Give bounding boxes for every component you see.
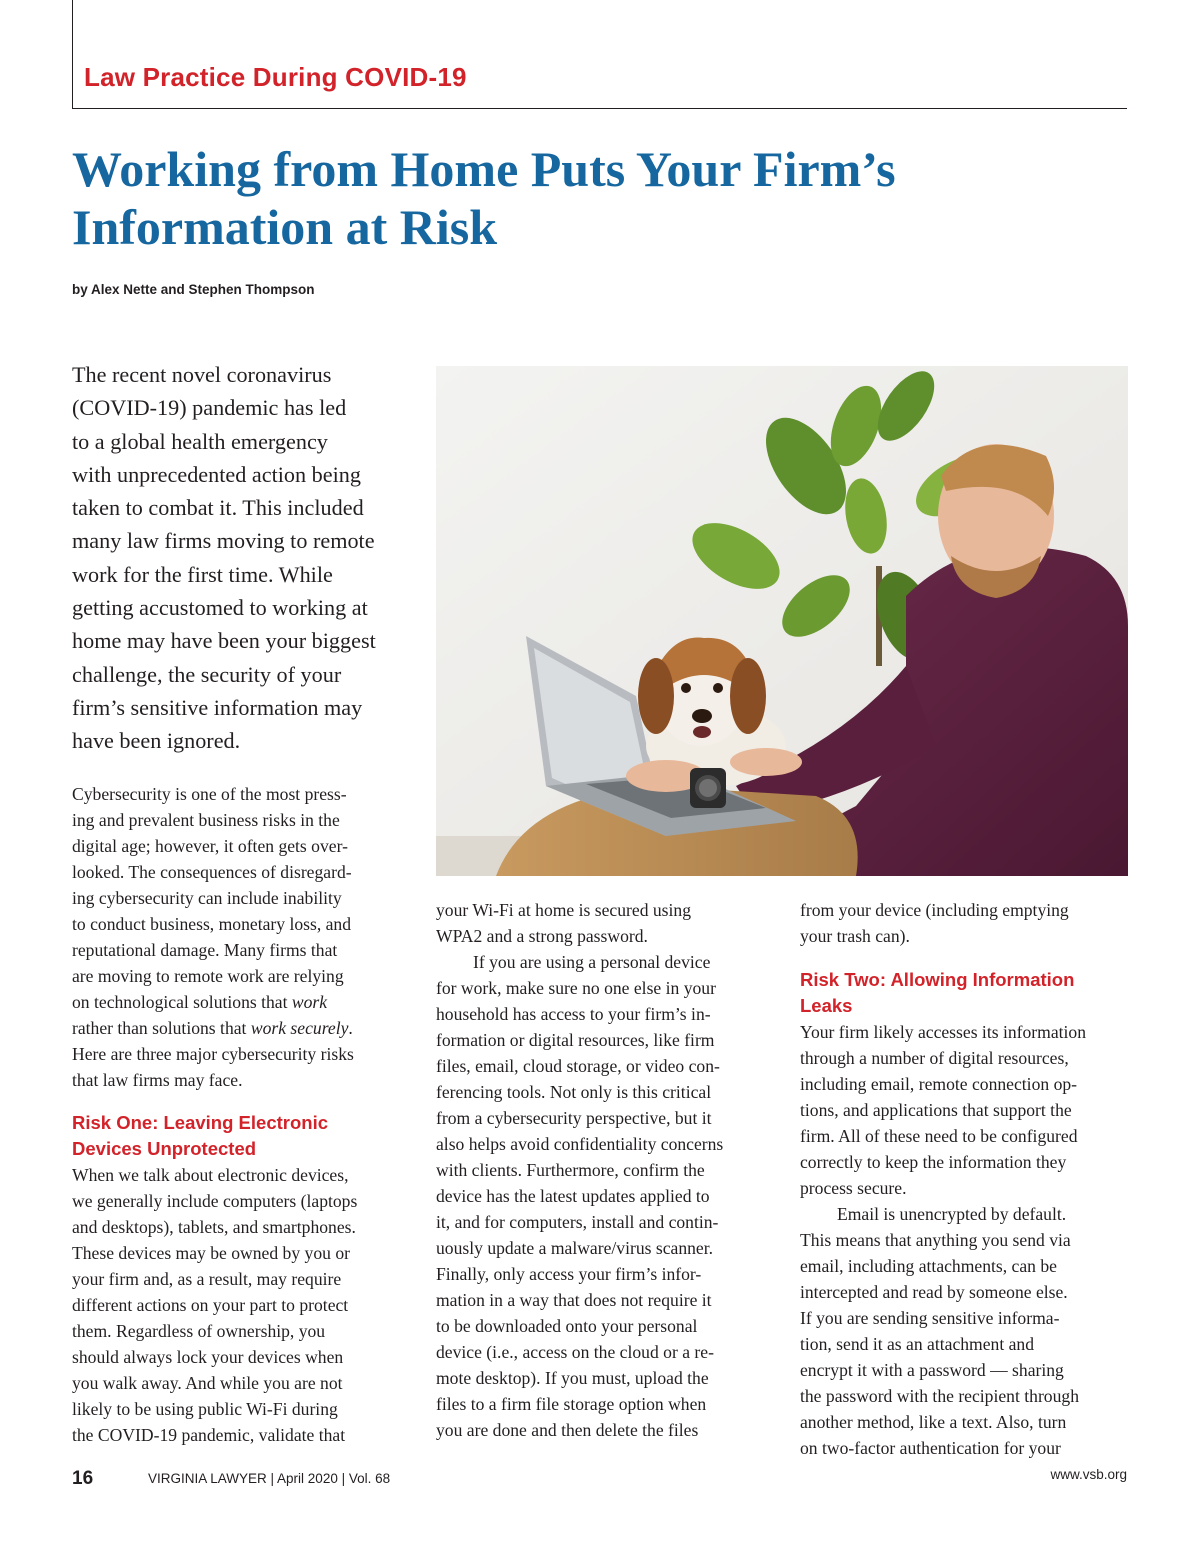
risk-two-heading-line-2: Leaks	[800, 995, 853, 1016]
section-label: Law Practice During COVID-19	[84, 62, 467, 92]
text-line: email, including attachments, can be	[800, 1256, 1057, 1276]
text-line: firm. All of these need to be configured	[800, 1126, 1078, 1146]
intro-line-em-2: rather than solutions that work securely.	[72, 1018, 353, 1038]
text-line: challenge, the security of your	[72, 661, 342, 687]
intro-paragraph-end	[72, 1041, 407, 1093]
email-first-line: Email is unencrypted by default.	[837, 1204, 1067, 1224]
text-line: files to a firm file storage option when	[436, 1394, 707, 1414]
text-line: files, email, cloud storage, or video con-	[436, 1056, 720, 1076]
text-line: the password with the recipient through	[800, 1386, 1079, 1406]
text-line: These devices may be owned by you or	[72, 1243, 350, 1263]
text-line: tions, and applications that support the	[800, 1100, 1072, 1120]
risk-one-heading-line-1: Risk One: Leaving Electronic	[72, 1112, 328, 1133]
risk-one-body	[72, 1162, 407, 1448]
text-line: Your firm likely accesses its information	[800, 1022, 1087, 1042]
text-line: intercepted and read by someone else.	[800, 1282, 1068, 1302]
website-url: www.vsb.org	[1050, 1467, 1127, 1482]
text-line: you walk away. And while you are not	[72, 1373, 343, 1393]
watch-icon	[690, 768, 726, 808]
text-line: through a number of digital resources,	[800, 1048, 1069, 1068]
text-line: If you are sending sensitive informa-	[800, 1308, 1060, 1328]
header-horizontal-rule	[72, 108, 1127, 109]
text-line: your Wi-Fi at home is secured using	[436, 900, 692, 920]
text-line: (COVID-19) pandemic has led	[72, 395, 347, 421]
email-paragraph	[800, 1227, 1135, 1461]
text-line: Here are three major cybersecurity risks	[72, 1044, 354, 1064]
header-vertical-rule	[72, 0, 73, 108]
text-line: household has access to your firm’s in-	[436, 1004, 711, 1024]
text-line: have been ignored.	[72, 728, 241, 754]
text-line: them. Regardless of ownership, you	[72, 1321, 326, 1341]
text-line: and desktops), tablets, and smartphones.	[72, 1217, 356, 1237]
personal-device-first-line: If you are using a personal device	[473, 952, 711, 972]
text-line: device (i.e., access on the cloud or a re-	[436, 1342, 714, 1362]
text-line: When we talk about electronic devices,	[72, 1165, 349, 1185]
byline: by Alex Nette and Stephen Thompson	[72, 282, 315, 297]
text-line: with clients. Furthermore, confirm the	[436, 1160, 705, 1180]
text-line: different actions on your part to protect	[72, 1295, 349, 1315]
text-line: from a cybersecurity perspective, but it	[436, 1108, 712, 1128]
text-line: we generally include computers (laptops	[72, 1191, 358, 1211]
risk-one-heading-line-2: Devices Unprotected	[72, 1138, 257, 1159]
text-line: for work, make sure no one else in your	[436, 978, 716, 998]
text-line: The recent novel coronavirus	[72, 362, 332, 387]
article-title	[72, 140, 1072, 256]
text-line: mation in a way that does not require it	[436, 1290, 712, 1310]
text-line: looked. The consequences of disregard-	[72, 862, 352, 882]
text-line: are moving to remote work are relying	[72, 966, 344, 986]
text-line: many law firms moving to remote	[72, 528, 375, 554]
text-line: getting accustomed to working at	[72, 595, 368, 621]
article-title-line-2: Information at Risk	[72, 199, 498, 255]
wifi-paragraph	[436, 897, 771, 949]
text-line: taken to combat it. This included	[72, 495, 364, 521]
text-line: home may have been your biggest	[72, 628, 376, 654]
column-3	[800, 897, 1135, 1461]
text-line: it, and for computers, install and contin-	[436, 1212, 719, 1232]
text-line: likely to be using public Wi-Fi during	[72, 1399, 338, 1419]
man-laptop-dog-illustration	[436, 366, 1128, 876]
text-line: firm’s sensitive information may	[72, 694, 363, 720]
text-line: reputational damage. Many firms that	[72, 940, 338, 960]
text-line: from your device (including emptying	[800, 900, 1069, 920]
text-line: This means that anything you send via	[800, 1230, 1071, 1250]
text-line: work for the first time. While	[72, 561, 333, 587]
text-line: digital age; however, it often gets over-	[72, 836, 348, 856]
text-line: ferencing tools. Not only is this critical	[436, 1082, 712, 1102]
risk-two-heading-line-1: Risk Two: Allowing Information	[800, 969, 1075, 990]
text-line: device has the latest updates applied to	[436, 1186, 710, 1206]
text-line: should always lock your devices when	[72, 1347, 344, 1367]
text-line: uously update a malware/virus scanner.	[436, 1238, 714, 1258]
magazine-issue: VIRGINIA LAWYER | April 2020 | Vol. 68	[148, 1471, 391, 1486]
text-line: to be downloaded onto your personal	[436, 1316, 698, 1336]
text-line: another method, like a text. Also, turn	[800, 1412, 1067, 1432]
personal-device-paragraph	[436, 975, 771, 1443]
text-line: with unprecedented action being	[72, 461, 361, 487]
text-line: ing and prevalent business risks in the	[72, 810, 340, 830]
delete-files-paragraph	[800, 897, 1135, 949]
text-line: ing cybersecurity can include inability	[72, 888, 342, 908]
text-line: the COVID-19 pandemic, validate that	[72, 1425, 346, 1445]
text-line: mote desktop). If you must, upload the	[436, 1368, 709, 1388]
text-line: correctly to keep the information they	[800, 1152, 1067, 1172]
article-title-line-1: Working from Home Puts Your Firm’s	[72, 141, 896, 197]
text-line: process secure.	[800, 1178, 907, 1198]
column-1	[72, 781, 407, 1448]
text-line: that law firms may face.	[72, 1070, 243, 1090]
text-line: you are done and then delete the files	[436, 1420, 699, 1440]
text-line: including email, remote connection op-	[800, 1074, 1078, 1094]
article-photo	[436, 366, 1128, 876]
intro-line-em-1: on technological solutions that work	[72, 992, 328, 1012]
text-line: your firm and, as a result, may require	[72, 1269, 342, 1289]
text-line: to a global health emergency	[72, 428, 328, 454]
text-line: on two-factor authentication for your	[800, 1438, 1061, 1458]
text-line: tion, send it as an attachment and	[800, 1334, 1035, 1354]
risk-two-body	[800, 1019, 1135, 1201]
text-line: Cybersecurity is one of the most press-	[72, 784, 347, 804]
intro-paragraph	[72, 781, 407, 989]
page-number: 16	[72, 1468, 94, 1489]
text-line: Finally, only access your firm’s infor-	[436, 1264, 702, 1284]
text-line: WPA2 and a strong password.	[436, 926, 648, 946]
text-line: to conduct business, monetary loss, and	[72, 914, 352, 934]
lede-paragraph	[72, 358, 412, 758]
text-line: formation or digital resources, like firm	[436, 1030, 715, 1050]
text-line: encrypt it with a password — sharing	[800, 1360, 1064, 1380]
text-line: your trash can).	[800, 926, 910, 946]
column-2	[436, 897, 771, 1443]
text-line: also helps avoid confidentiality concerns	[436, 1134, 724, 1154]
